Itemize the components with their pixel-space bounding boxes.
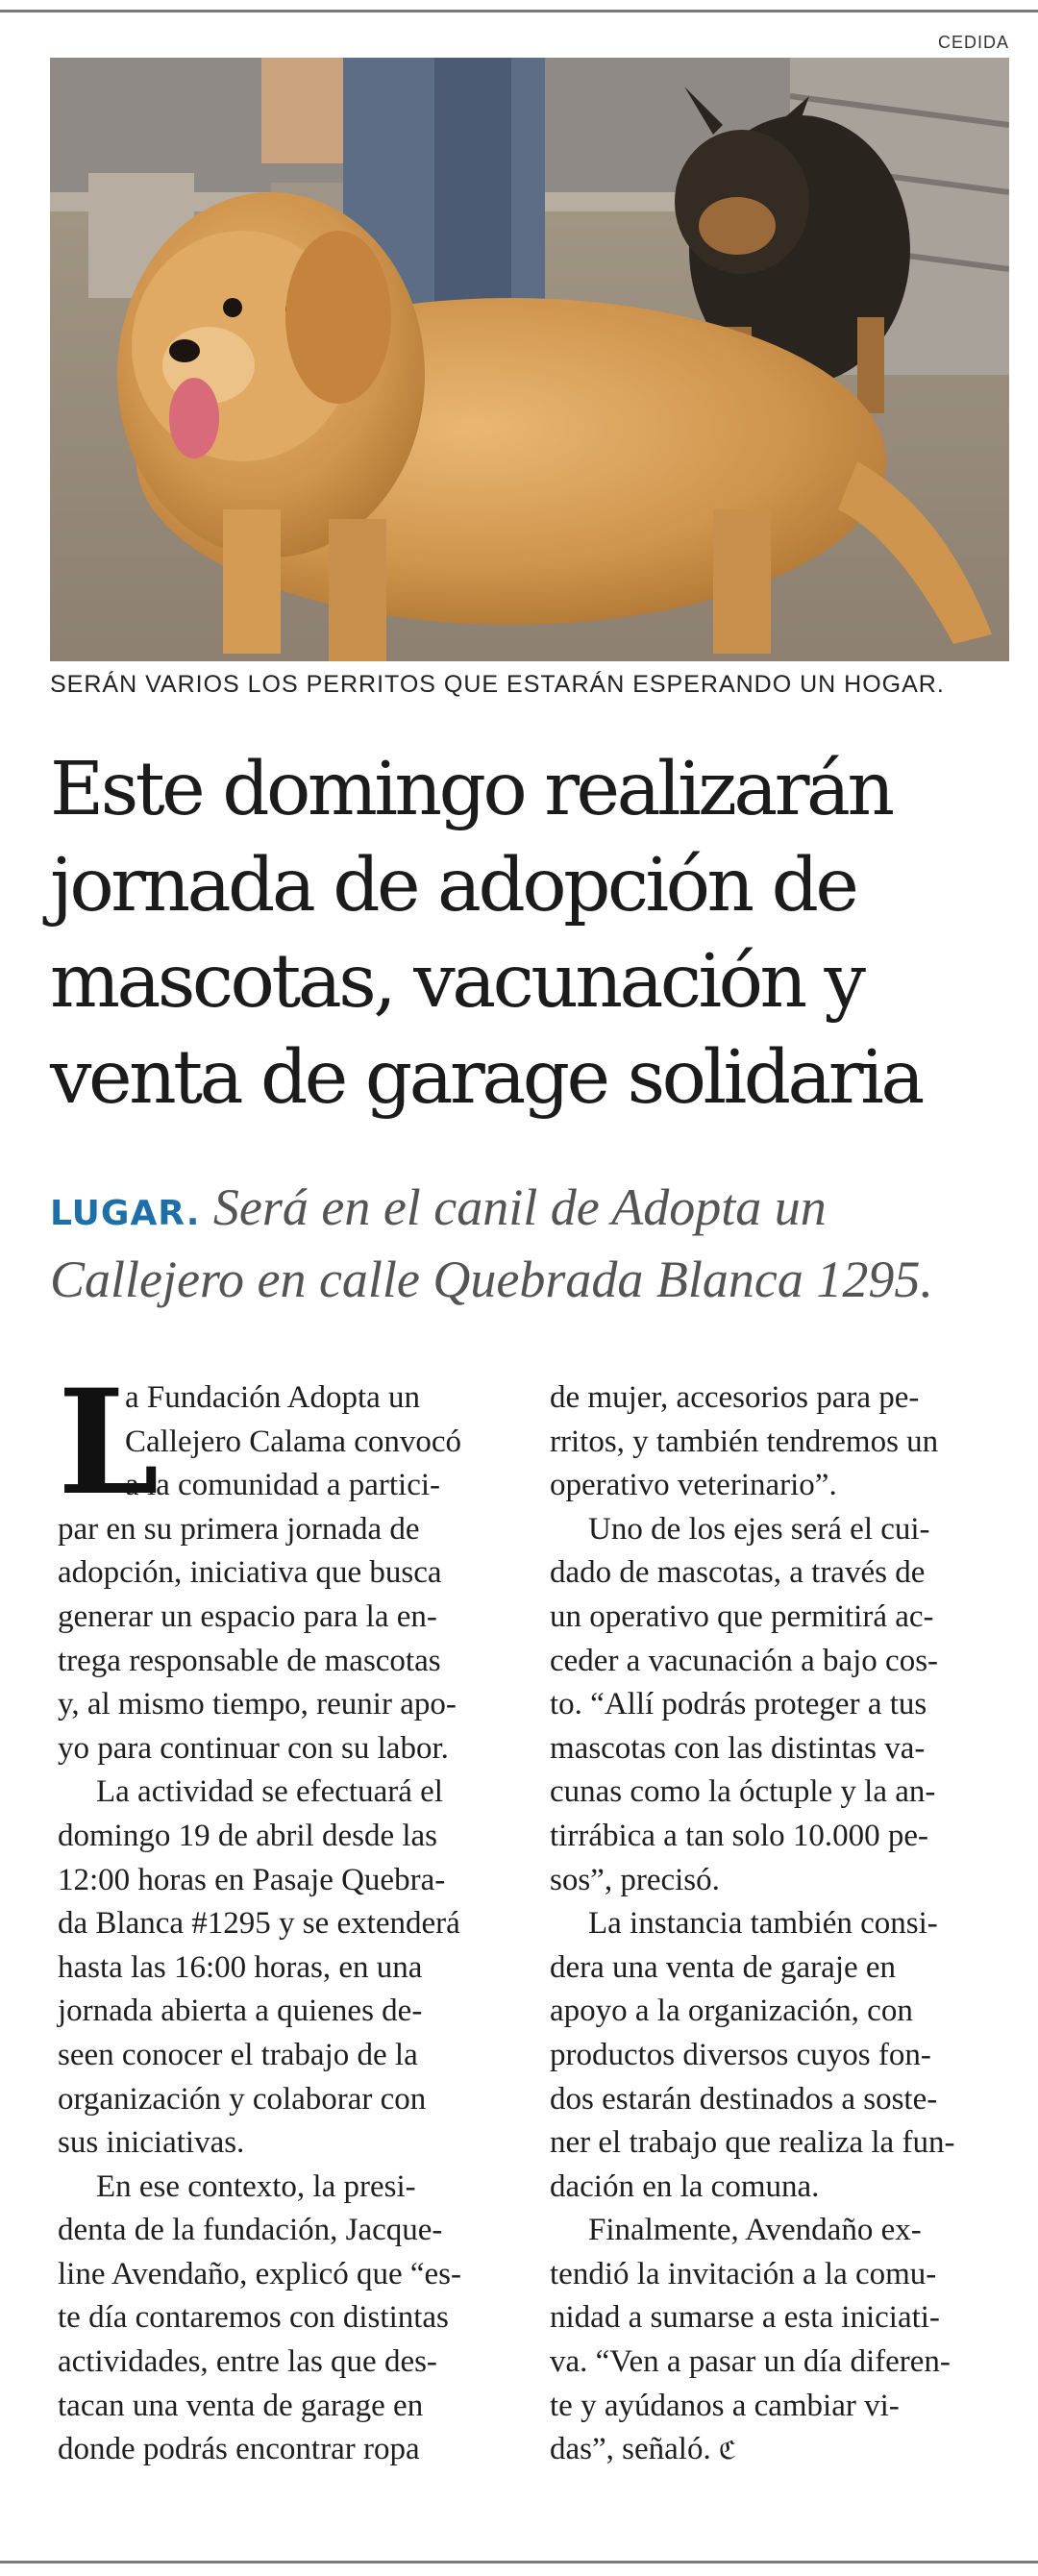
- lede-tag: LUGAR.: [50, 1194, 201, 1233]
- body-line: un operativo que permitirá ac-: [550, 1598, 934, 1634]
- body-line: Uno de los ejes será el cui-: [588, 1511, 930, 1547]
- body-line: dera una venta de garaje en: [550, 1949, 897, 1985]
- lede-text: Será en el canil de Adopta un: [212, 1178, 827, 1236]
- lede-line: [50, 1175, 1011, 1247]
- body-line: cunas como la óctuple y la an-: [550, 1774, 936, 1810]
- body-line: yo para continuar con su labor.: [58, 1730, 449, 1766]
- drop-cap: L: [58, 1358, 160, 1527]
- body-line: tacan una venta de garage en: [58, 2388, 424, 2423]
- body-line: adopción, iniciativa que busca: [58, 1555, 442, 1591]
- body-line: line Avendaño, explicó que “es-: [58, 2256, 461, 2291]
- body-line: 12:00 horas en Pasaje Quebra-: [58, 1862, 446, 1897]
- body-line: productos diversos cuyos fon-: [550, 2037, 931, 2072]
- body-line: to. “Allí podrás proteger a tus: [550, 1687, 927, 1722]
- photo-credit: CEDIDA: [937, 33, 1009, 52]
- body-line: trega responsable de mascotas: [58, 1643, 441, 1678]
- body-line: a Fundación Adopta un: [125, 1380, 421, 1415]
- body-line: da Blanca #1295 y se extenderá: [58, 1906, 460, 1942]
- lede: [50, 1175, 1011, 1312]
- body-line: a la comunidad a partici-: [125, 1468, 441, 1503]
- body-line: rritos, y también tendremos un: [550, 1424, 939, 1459]
- body-line: hasta las 16:00 horas, en una: [58, 1949, 423, 1985]
- body-line: La actividad se efectuará el: [96, 1774, 443, 1810]
- headline: [50, 742, 1021, 1127]
- body-line: te día contaremos con distintas: [58, 2300, 449, 2336]
- body-line: dado de mascotas, a través de: [550, 1555, 926, 1591]
- top-rule: [0, 10, 1038, 12]
- body-line: domingo 19 de abril desde las: [58, 1818, 438, 1853]
- body-line: denta de la fundación, Jacque-: [58, 2213, 443, 2248]
- body-line: nidad a sumarse a esta iniciati-: [550, 2300, 940, 2336]
- body-line: sos”, precisó.: [550, 1862, 720, 1897]
- body-column-right: [550, 1376, 992, 2472]
- body-line-last: [550, 2428, 992, 2472]
- body-line: operativo veterinario”.: [550, 1468, 837, 1503]
- headline-line: Este domingo realizarán: [50, 747, 892, 832]
- body-line: ceder a vacunación a bajo cos-: [550, 1643, 939, 1678]
- body-line: La instancia también consi-: [588, 1906, 938, 1942]
- headline-line: mascotas, vacunación y: [50, 939, 863, 1025]
- headline-line: jornada de adopción de: [50, 843, 856, 929]
- body-column-left: [58, 1358, 500, 2472]
- body-line: tirrábica a tan solo 10.000 pe-: [550, 1818, 929, 1853]
- body-line: organización y colaborar con: [58, 2081, 427, 2117]
- body-line: seen conocer el trabajo de la: [58, 2037, 418, 2072]
- body-line: jornada abierta a quienes de-: [58, 1994, 423, 2029]
- body-line: donde podrás encontrar ropa: [58, 2432, 420, 2467]
- body-line: dos estarán destinados a soste-: [550, 2081, 938, 2117]
- body-line: actividades, entre las que des-: [58, 2344, 437, 2380]
- body-line: de mujer, accesorios para pe-: [550, 1380, 920, 1415]
- body-line: En ese contexto, la presi-: [96, 2168, 416, 2204]
- body-line: mascotas con las distintas va-: [550, 1730, 926, 1766]
- body-line: apoyo a la organización, con: [550, 1994, 913, 2029]
- body-line: par en su primera jornada de: [58, 1511, 420, 1547]
- dogs-photo-icon: [50, 58, 1009, 661]
- article-photo: [50, 58, 1009, 661]
- body-line: Finalmente, Avendaño ex-: [588, 2213, 922, 2248]
- end-mark-icon: ℭ: [718, 2437, 736, 2466]
- body-text: das”, señaló.: [550, 2432, 711, 2467]
- body-line: dación en la comuna.: [550, 2168, 820, 2204]
- bottom-rule: [0, 2561, 1038, 2564]
- body-line: sus iniciativas.: [58, 2125, 245, 2161]
- body-line: va. “Ven a pasar un día diferen-: [550, 2344, 951, 2380]
- body-line: Callejero Calama convocó: [125, 1424, 462, 1459]
- body-line: ner el trabajo que realiza la fun-: [550, 2125, 955, 2161]
- body-line: generar un espacio para la en-: [58, 1598, 437, 1634]
- photo-caption: SERÁN VARIOS LOS PERRITOS QUE ESTARÁN ESPERANDO UN HOGAR.: [50, 671, 945, 698]
- body-line: tendió la invitación a la comu-: [550, 2256, 937, 2291]
- lede-line: Callejero en calle Quebrada Blanca 1295.: [50, 1251, 933, 1308]
- body-line: y, al mismo tiempo, reunir apo-: [58, 1687, 457, 1722]
- headline-line: venta de garage solidaria: [50, 1035, 922, 1121]
- body-line: te y ayúdanos a cambiar vi-: [550, 2388, 900, 2423]
